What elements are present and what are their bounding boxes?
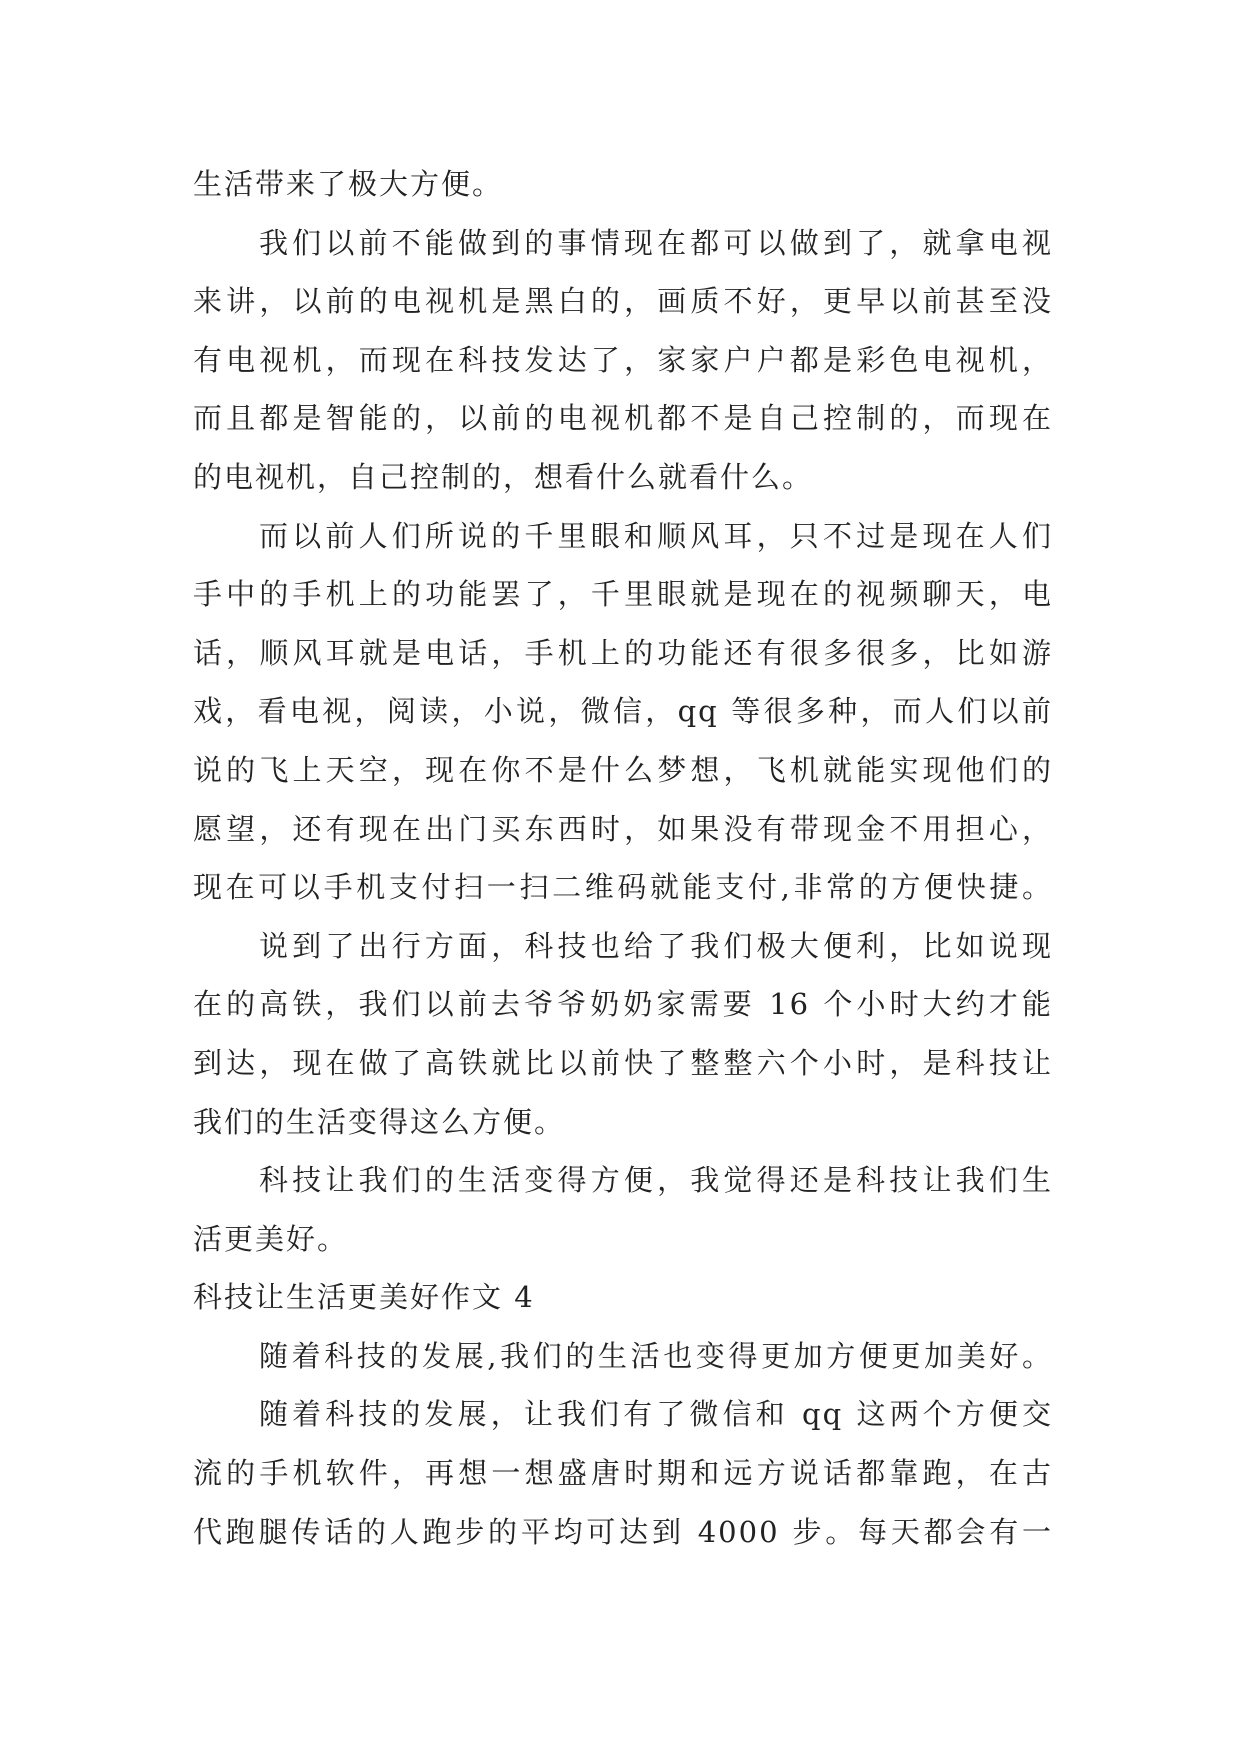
text-line: 我们的生活变得这么方便。	[193, 1104, 566, 1139]
paragraph	[193, 1327, 1053, 1386]
text-line: 而以前人们所说的千里眼和顺风耳，只不过是现在人们	[259, 518, 1053, 553]
text-line: 说到了出行方面，科技也给了我们极大便利，比如说现	[259, 928, 1053, 963]
text-line: 随着科技的发展,我们的生活也变得更加方便更加美好。	[259, 1338, 1053, 1373]
text-line: 而且都是智能的，以前的电视机都不是自己控制的，而现在	[193, 401, 1053, 436]
text-line: 说的飞上天空，现在你不是什么梦想，飞机就能实现他们的	[193, 752, 1053, 787]
text-line: 来讲，以前的电视机是黑白的，画质不好，更早以前甚至没	[193, 284, 1053, 319]
text-line: 的电视机，自己控制的，想看什么就看什么。	[193, 459, 814, 494]
text-line: 话，顺风耳就是电话，手机上的功能还有很多很多，比如游	[193, 635, 1053, 670]
paragraph-group	[193, 214, 1053, 1269]
text-line: 科技让我们的生活变得方便，我觉得还是科技让我们生	[259, 1163, 1053, 1198]
text-line: 到达，现在做了高铁就比以前快了整整六个小时，是科技让	[193, 1045, 1053, 1080]
text-line: 生活带来了极大方便。	[193, 167, 504, 201]
text-column	[193, 155, 1053, 1561]
essay-heading: 科技让生活更美好作文 4	[193, 1280, 535, 1315]
paragraph	[193, 1385, 1053, 1561]
text-line: 有电视机，而现在科技发达了，家家户户都是彩色电视机，	[193, 342, 1053, 377]
continued-paragraph	[193, 155, 1053, 214]
paragraph	[193, 507, 1053, 917]
paragraph	[193, 214, 1053, 507]
text-line: 愿望，还有现在出门买东西时，如果没有带现金不用担心，	[193, 811, 1053, 846]
text-line: 流的手机软件，再想一想盛唐时期和远方说话都靠跑，在古	[193, 1456, 1053, 1491]
following-paragraph-group	[193, 1327, 1053, 1561]
text-line: 活更美好。	[193, 1221, 349, 1256]
paragraph	[193, 917, 1053, 1151]
text-line: 在的高铁，我们以前去爷爷奶奶家需要 16 个小时大约才能	[193, 987, 1053, 1022]
text-line: 戏，看电视，阅读，小说，微信，qq 等很多种，而人们以前	[193, 694, 1053, 729]
text-line: 随着科技的发展，让我们有了微信和 qq 这两个方便交	[259, 1397, 1053, 1432]
text-line: 我们以前不能做到的事情现在都可以做到了，就拿电视	[259, 225, 1053, 260]
text-line: 手中的手机上的功能罢了，千里眼就是现在的视频聊天，电	[193, 577, 1053, 612]
text-line: 现在可以手机支付扫一扫二维码就能支付,非常的方便快捷。	[193, 870, 1053, 905]
paragraph	[193, 1151, 1053, 1268]
text-line: 代跑腿传话的人跑步的平均可达到 4000 步。每天都会有一	[193, 1514, 1053, 1549]
